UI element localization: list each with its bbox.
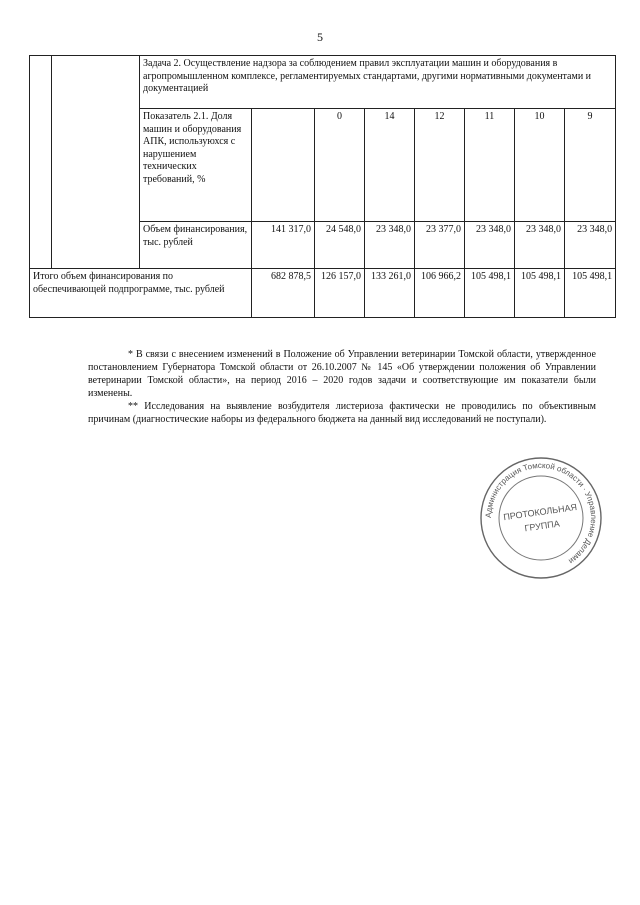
funding-value: 23 377,0 [415, 222, 465, 269]
total-value: 133 261,0 [365, 269, 415, 318]
stamp-line2: ГРУППА [523, 518, 561, 534]
total-row [30, 269, 616, 318]
funding-value: 141 317,0 [252, 222, 315, 269]
official-stamp [478, 455, 604, 581]
total-value: 126 157,0 [315, 269, 365, 318]
total-label: Итого объем финансирования по обеспечивающей подпрограмме, тыс. рублей [30, 269, 252, 318]
total-value: 105 498,1 [565, 269, 616, 318]
task-description: Задача 2. Осуществление надзора за соблюдением правил эксплуатации машин и оборудования в агропромышленном комплексе, регламентируемых стандартами, другими нормативными документами и документацией [140, 56, 616, 109]
indicator-value: 9 [565, 109, 616, 222]
total-value: 106 966,2 [415, 269, 465, 318]
indicator-value: 12 [415, 109, 465, 222]
funding-value: 23 348,0 [465, 222, 515, 269]
page-number: 5 [317, 30, 323, 44]
indicator-value [252, 109, 315, 222]
empty-cell [52, 56, 140, 269]
footnotes [88, 348, 596, 426]
funding-value: 23 348,0 [365, 222, 415, 269]
funding-value: 23 348,0 [565, 222, 616, 269]
footnote-2: ** Исследования на выявление возбудителя листериоза фактически не проводились по объективным причинам (диагностические наборы из федерального бюджета на данный вид исследований не поступали). [88, 401, 596, 425]
funding-value: 24 548,0 [315, 222, 365, 269]
stamp-line1: ПРОТОКОЛЬНАЯ [502, 501, 578, 523]
indicator-value: 0 [315, 109, 365, 222]
empty-cell [30, 56, 52, 269]
indicator-value: 10 [515, 109, 565, 222]
program-table [29, 55, 616, 318]
task-row [30, 56, 616, 109]
stamp-ring-text-path: Администрация Томской области · Управление Делами [483, 460, 599, 566]
indicator-value: 11 [465, 109, 515, 222]
indicator-value: 14 [365, 109, 415, 222]
total-value: 105 498,1 [515, 269, 565, 318]
funding-value: 23 348,0 [515, 222, 565, 269]
funding-label: Объем финансирования, тыс. рублей [140, 222, 252, 269]
footnote-1: * В связи с внесением изменений в Положение об Управлении ветеринарии Томской области, утвержденное постановлением Губернатора Томской области от 26.10.2007 № 145 «Об утверждении положения об Управлении ветеринарии Томской области», на период 2016 – 2020 годов задачи и соответствующие им показатели были изменены. [88, 349, 596, 399]
total-value: 105 498,1 [465, 269, 515, 318]
total-value: 682 878,5 [252, 269, 315, 318]
indicator-label: Показатель 2.1. Доля машин и оборудования АПК, используюхся с нарушением технических требований, % [140, 109, 252, 222]
